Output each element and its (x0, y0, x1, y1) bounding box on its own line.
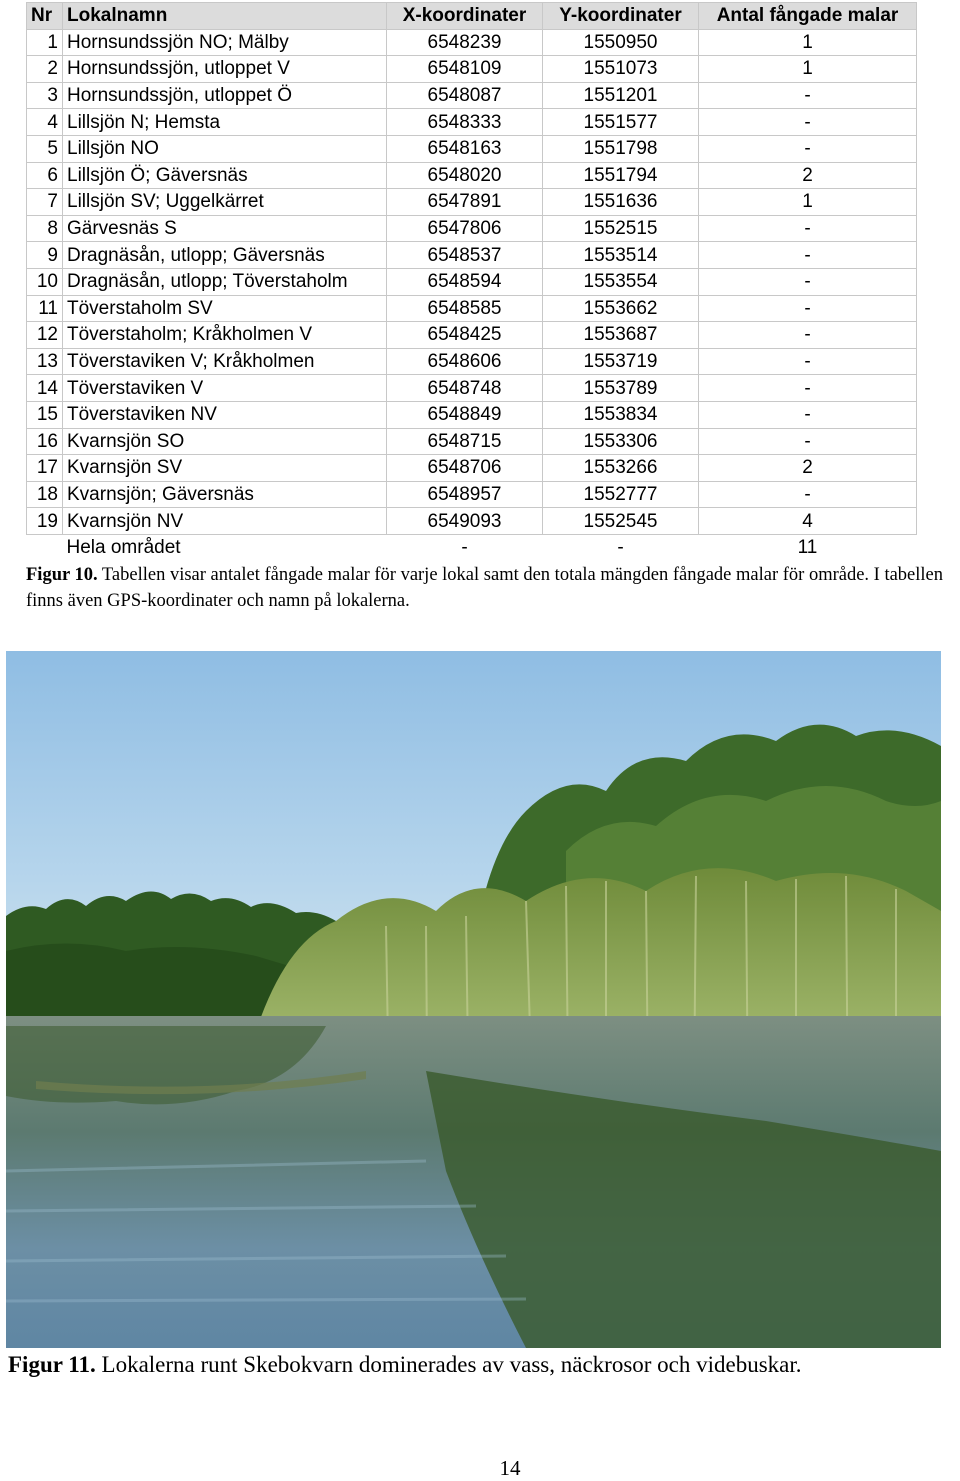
cell-lokalnamn: Kvarnsjön NV (63, 508, 387, 535)
cell-lokalnamn: Lillsjön SV; Uggelkärret (63, 189, 387, 216)
header-nr: Nr (27, 3, 63, 30)
header-lokalnamn: Lokalnamn (63, 3, 387, 30)
cell-y: 1551636 (543, 189, 699, 216)
table-body (27, 29, 917, 560)
cell-nr: 2 (27, 56, 63, 83)
cell-x: 6548109 (387, 56, 543, 83)
table-total-row (27, 534, 917, 560)
cell-lokalnamn: Hornsundssjön NO; Mälby (63, 29, 387, 56)
cell-nr: 8 (27, 215, 63, 242)
cell-antal: - (699, 215, 917, 242)
figure-10-text: Tabellen visar antalet fångade malar för varje lokal samt den totala mängden fångade malar för område. I tabellen finns även GPS-koordinater och namn på lokalerna. (26, 565, 943, 611)
figure-11-label: Figur 11. (8, 1352, 96, 1377)
cell-antal: - (699, 135, 917, 162)
cell-nr: 14 (27, 375, 63, 402)
cell-y: 1553662 (543, 295, 699, 322)
cell-lokalnamn: Hornsundssjön, utloppet V (63, 56, 387, 83)
cell-nr: 19 (27, 508, 63, 535)
cell-antal: 1 (699, 189, 917, 216)
cell-nr: 9 (27, 242, 63, 269)
cell-antal: - (699, 242, 917, 269)
cell-lokalnamn: Töverstaholm SV (63, 295, 387, 322)
cell-y: 1553789 (543, 375, 699, 402)
table-row (27, 455, 917, 482)
cell-antal: - (699, 481, 917, 508)
cell-lokalnamn: Kvarnsjön; Gäversnäs (63, 481, 387, 508)
cell-nr: 13 (27, 348, 63, 375)
cell-x: 6548163 (387, 135, 543, 162)
cell-x: 6548715 (387, 428, 543, 455)
header-antal-malar: Antal fångade malar (699, 3, 917, 30)
cell-y: 1551073 (543, 56, 699, 83)
cell-x: 6548425 (387, 322, 543, 349)
cell-y: 1552777 (543, 481, 699, 508)
cell-y: 1553306 (543, 428, 699, 455)
cell-antal: 2 (699, 162, 917, 189)
cell-lokalnamn: Dragnäsån, utlopp; Gäversnäs (63, 242, 387, 269)
cell-lokalnamn: Kvarnsjön SO (63, 428, 387, 455)
cell-x: 6548606 (387, 348, 543, 375)
cell-nr: 16 (27, 428, 63, 455)
cell-x: 6548706 (387, 455, 543, 482)
table-row (27, 242, 917, 269)
cell-y: 1553834 (543, 401, 699, 428)
cell-y: 1553719 (543, 348, 699, 375)
cell-nr: 5 (27, 135, 63, 162)
cell-y: 1552545 (543, 508, 699, 535)
table-row (27, 215, 917, 242)
cell-x: 6548020 (387, 162, 543, 189)
cell-x: 6547806 (387, 215, 543, 242)
table-row (27, 401, 917, 428)
cell-antal: - (699, 82, 917, 109)
cell-y: 1553554 (543, 268, 699, 295)
locations-table-wrapper (26, 2, 916, 560)
cell-nr (27, 534, 63, 560)
lake-reeds-photo (6, 651, 941, 1348)
cell-x: 6547891 (387, 189, 543, 216)
table-row (27, 268, 917, 295)
table-row (27, 82, 917, 109)
figure-11-text: Lokalerna runt Skebokvarn dominerades av vass, näckrosor och videbuskar. (95, 1352, 802, 1377)
cell-y: 1551577 (543, 109, 699, 136)
cell-lokalnamn: Töverstaviken NV (63, 401, 387, 428)
cell-x: 6548537 (387, 242, 543, 269)
cell-x: 6548585 (387, 295, 543, 322)
locations-table (26, 2, 917, 560)
cell-lokalnamn: Kvarnsjön SV (63, 455, 387, 482)
cell-antal: - (699, 348, 917, 375)
table-row (27, 56, 917, 83)
cell-y: 1551798 (543, 135, 699, 162)
cell-nr: 7 (27, 189, 63, 216)
cell-nr: 6 (27, 162, 63, 189)
table-row (27, 375, 917, 402)
cell-x: - (461, 537, 468, 559)
cell-lokalnamn: Dragnäsån, utlopp; Töverstaholm (63, 268, 387, 295)
cell-lokalnamn: Töverstaholm; Kråkholmen V (63, 322, 387, 349)
cell-lokalnamn: Lillsjön NO (63, 135, 387, 162)
table-row (27, 295, 917, 322)
cell-nr: 12 (27, 322, 63, 349)
table-row (27, 162, 917, 189)
cell-x: 6548239 (387, 29, 543, 56)
table-row (27, 508, 917, 535)
cell-antal: - (699, 268, 917, 295)
cell-lokalnamn: Lillsjön N; Hemsta (63, 109, 387, 136)
cell-y: 1553266 (543, 455, 699, 482)
cell-antal: - (699, 375, 917, 402)
cell-antal: 4 (699, 508, 917, 535)
cell-antal: 1 (699, 29, 917, 56)
header-x-koordinater: X-koordinater (387, 3, 543, 30)
table-row (27, 322, 917, 349)
figure-10-label: Figur 10. (26, 565, 98, 585)
table-header-row (27, 3, 917, 30)
cell-y: - (617, 537, 624, 559)
figure-10-caption (26, 562, 960, 614)
cell-nr: 15 (27, 401, 63, 428)
table-row (27, 481, 917, 508)
cell-y: 1553687 (543, 322, 699, 349)
cell-y: 1552515 (543, 215, 699, 242)
cell-lokalnamn: Lillsjön Ö; Gäversnäs (63, 162, 387, 189)
cell-y: 1551201 (543, 82, 699, 109)
cell-antal: 11 (797, 537, 818, 559)
cell-x: 6548849 (387, 401, 543, 428)
cell-nr: 17 (27, 455, 63, 482)
table-row (27, 189, 917, 216)
cell-x: 6548957 (387, 481, 543, 508)
table-row (27, 428, 917, 455)
cell-x: 6548594 (387, 268, 543, 295)
cell-y: 1550950 (543, 29, 699, 56)
cell-x: 6549093 (387, 508, 543, 535)
cell-antal: - (699, 322, 917, 349)
cell-lokalnamn: Töverstaviken V (63, 375, 387, 402)
cell-y: 1553514 (543, 242, 699, 269)
cell-lokalnamn: Hela området (66, 537, 181, 559)
cell-x: 6548087 (387, 82, 543, 109)
cell-nr: 11 (27, 295, 63, 322)
cell-antal: - (699, 428, 917, 455)
cell-antal: - (699, 109, 917, 136)
page-number: 14 (499, 1456, 521, 1480)
cell-lokalnamn: Hornsundssjön, utloppet Ö (63, 82, 387, 109)
cell-x: 6548748 (387, 375, 543, 402)
cell-y: 1551794 (543, 162, 699, 189)
cell-lokalnamn: Gärvesnäs S (63, 215, 387, 242)
cell-antal: - (699, 401, 917, 428)
table-row (27, 348, 917, 375)
header-y-koordinater: Y-koordinater (543, 3, 699, 30)
cell-antal: - (699, 295, 917, 322)
cell-antal: 1 (699, 56, 917, 83)
table-row (27, 29, 917, 56)
figure-11-caption (8, 1350, 802, 1380)
cell-nr: 4 (27, 109, 63, 136)
cell-x: 6548333 (387, 109, 543, 136)
cell-nr: 1 (27, 29, 63, 56)
table-row (27, 135, 917, 162)
cell-nr: 10 (27, 268, 63, 295)
cell-nr: 18 (27, 481, 63, 508)
cell-nr: 3 (27, 82, 63, 109)
cell-antal: 2 (699, 455, 917, 482)
table-row (27, 109, 917, 136)
cell-lokalnamn: Töverstaviken V; Kråkholmen (63, 348, 387, 375)
